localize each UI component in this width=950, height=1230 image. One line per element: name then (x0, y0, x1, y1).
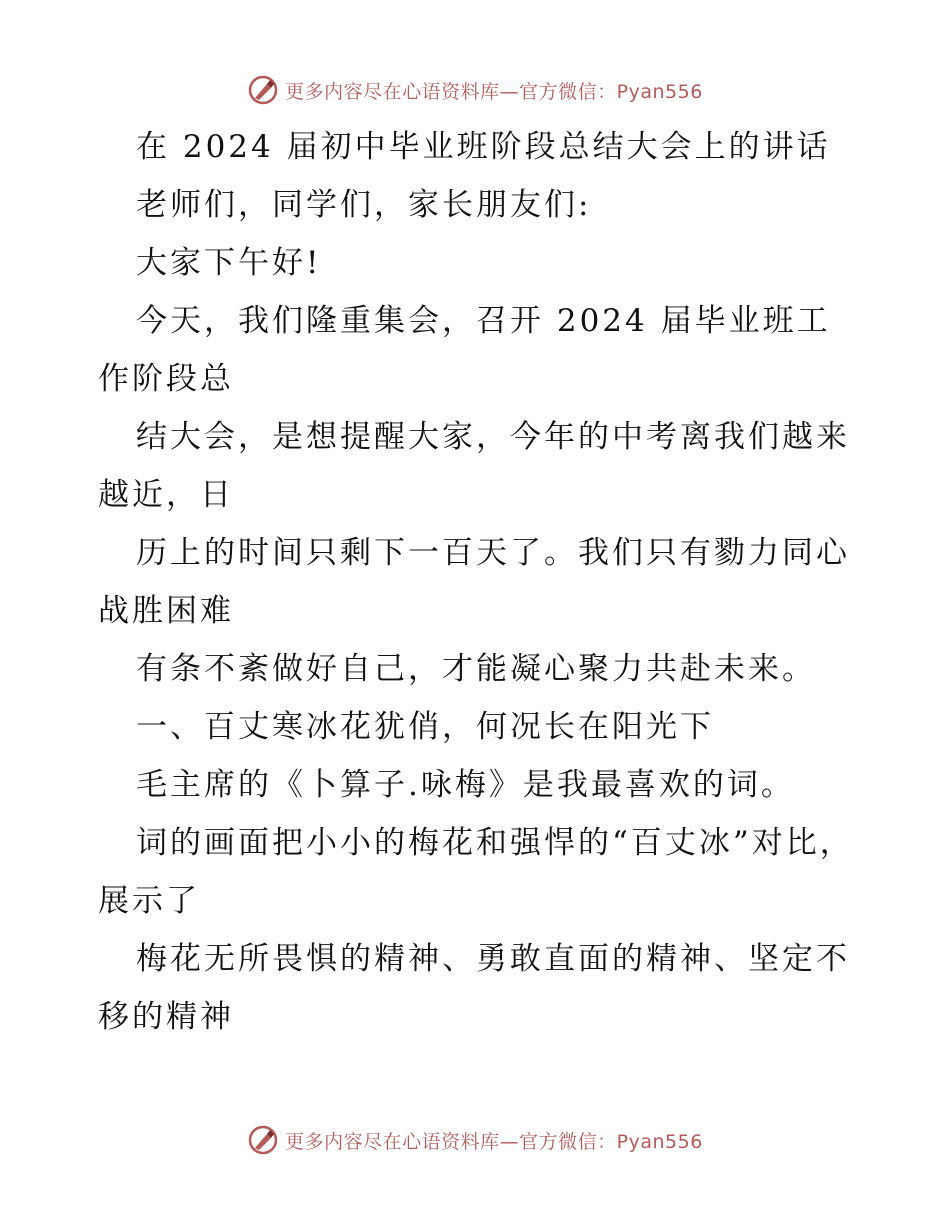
section-heading: 一、百丈寒冰花犹俏，何况长在阳光下 (136, 709, 714, 745)
paragraph: 毛主席的《卜算子.咏梅》是我最喜欢的词。 (136, 767, 795, 803)
paragraph: 历上的时间只剩下一百天了。我们只有勠力同心战胜困难 (98, 535, 850, 629)
paragraph: 有条不紊做好自己，才能凝心聚力共赴未来。 (136, 651, 816, 687)
document-body (98, 118, 858, 1046)
paragraph: 老师们，同学们，家长朋友们: (136, 187, 592, 223)
paragraph: 今天，我们隆重集会，召开 2024 届毕业班工作阶段总 (98, 303, 831, 397)
document-title: 在 2024 届初中毕业班阶段总结大会上的讲话 (136, 129, 831, 165)
footer-watermark-banner (0, 1120, 950, 1160)
paragraph: 大家下午好! (136, 245, 322, 281)
pen-nib-logo-icon (247, 74, 279, 106)
paragraph: 梅花无所畏惧的精神、勇敢直面的精神、坚定不移的精神 (98, 941, 850, 1035)
header-watermark-text: 更多内容尽在心语资料库—官方微信：Pyan556 (285, 80, 703, 103)
header-watermark-banner (0, 70, 950, 110)
paragraph: 结大会，是想提醒大家，今年的中考离我们越来越近，日 (98, 419, 850, 513)
footer-watermark-text: 更多内容尽在心语资料库—官方微信：Pyan556 (285, 1130, 703, 1153)
pen-nib-logo-icon (247, 1124, 279, 1156)
paragraph: 词的画面把小小的梅花和强悍的“百丈冰”对比，展示了 (98, 825, 854, 919)
